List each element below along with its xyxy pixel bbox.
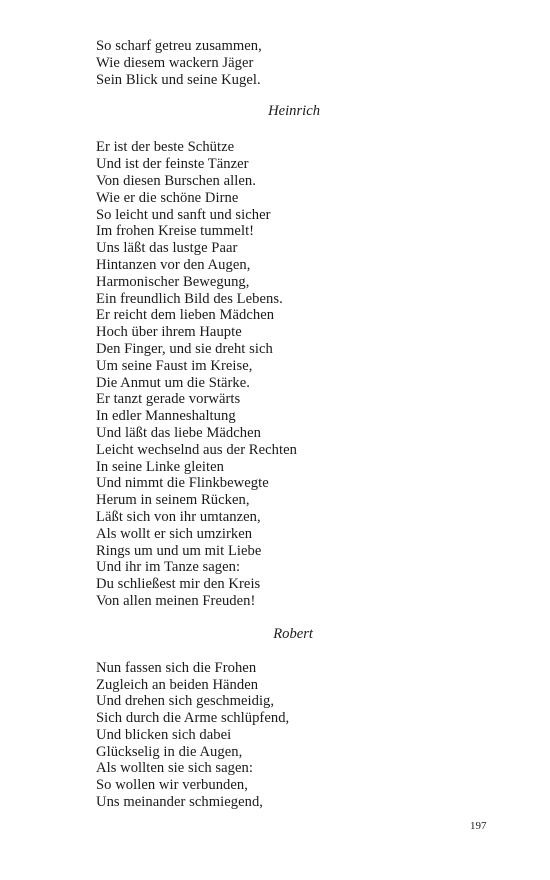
poem-line: Nun fassen sich die Frohen: [96, 659, 257, 676]
poem-line: Er tanzt gerade vorwärts: [96, 391, 241, 408]
poem-line: Uns meinander schmiegend,: [96, 794, 264, 811]
poem-line: Und blicken sich dabei: [96, 726, 232, 743]
speaker-name-heinrich: Heinrich: [268, 103, 320, 120]
poem-line: So scharf getreu zusammen,: [96, 38, 262, 54]
poem-line: Harmonischer Bewegung,: [96, 273, 250, 290]
poem-line: Und ist der feinste Tänzer: [96, 156, 249, 173]
poem-line: Uns läßt das lustge Paar: [96, 240, 238, 257]
poem-line: Um seine Faust im Kreise,: [96, 357, 253, 374]
poem-line: Von diesen Burschen allen.: [96, 172, 256, 189]
poem-line: Hintanzen vor den Augen,: [96, 256, 251, 273]
poem-line: Glückselig in die Augen,: [96, 743, 243, 760]
poem-line: Rings um und um mit Liebe: [96, 542, 262, 559]
poem-line: Wie er die schöne Dirne: [96, 189, 239, 206]
poem-line: So leicht und sanft und sicher: [96, 206, 271, 223]
poem-line: Läßt sich von ihr umtanzen,: [96, 508, 261, 525]
poem-line: Wie diesem wackern Jäger: [96, 54, 254, 71]
poem-line: Und läßt das liebe Mädchen: [96, 424, 262, 441]
stanza-block-2: [96, 139, 496, 609]
poem-line: Und ihr im Tanze sagen:: [96, 559, 241, 576]
poem-line: In edler Manneshaltung: [96, 408, 236, 425]
page-number: 197: [470, 820, 487, 832]
poem-line: Er ist der beste Schütze: [96, 139, 235, 156]
poem-line: Hoch über ihrem Haupte: [96, 324, 242, 341]
stanza-block-1: [96, 38, 496, 88]
poem-line: So wollen wir verbunden,: [96, 777, 248, 794]
poem-line: Als wollt er sich umzirken: [96, 525, 253, 542]
poem-line: Ein freundlich Bild des Lebens.: [96, 290, 283, 307]
poem-line: Herum in seinem Rücken,: [96, 492, 250, 509]
poem-line: Den Finger, und sie dreht sich: [96, 340, 273, 357]
poem-line: Und nimmt die Flinkbewegte: [96, 475, 269, 492]
poem-line: Und drehen sich geschmeidig,: [96, 693, 275, 710]
poem-line: Zugleich an beiden Händen: [96, 676, 259, 693]
speaker-name-robert: Robert: [273, 625, 313, 642]
poem-line: In seine Linke gleiten: [96, 458, 224, 475]
poem-line: Die Anmut um die Stärke.: [96, 374, 251, 391]
poem-line: Du schließest mir den Kreis: [96, 576, 261, 593]
poem-line: Als wollten sie sich sagen:: [96, 760, 253, 777]
poem-page: [96, 38, 496, 811]
poem-line: Sein Blick und seine Kugel.: [96, 71, 261, 88]
poem-line: Von allen meinen Freuden!: [96, 592, 256, 609]
poem-line: Sich durch die Arme schlüpfend,: [96, 710, 290, 727]
poem-line: Er reicht dem lieben Mädchen: [96, 307, 275, 324]
stanza-block-3: [96, 660, 496, 811]
poem-line: Im frohen Kreise tummelt!: [96, 223, 255, 240]
poem-line: Leicht wechselnd aus der Rechten: [96, 441, 297, 458]
